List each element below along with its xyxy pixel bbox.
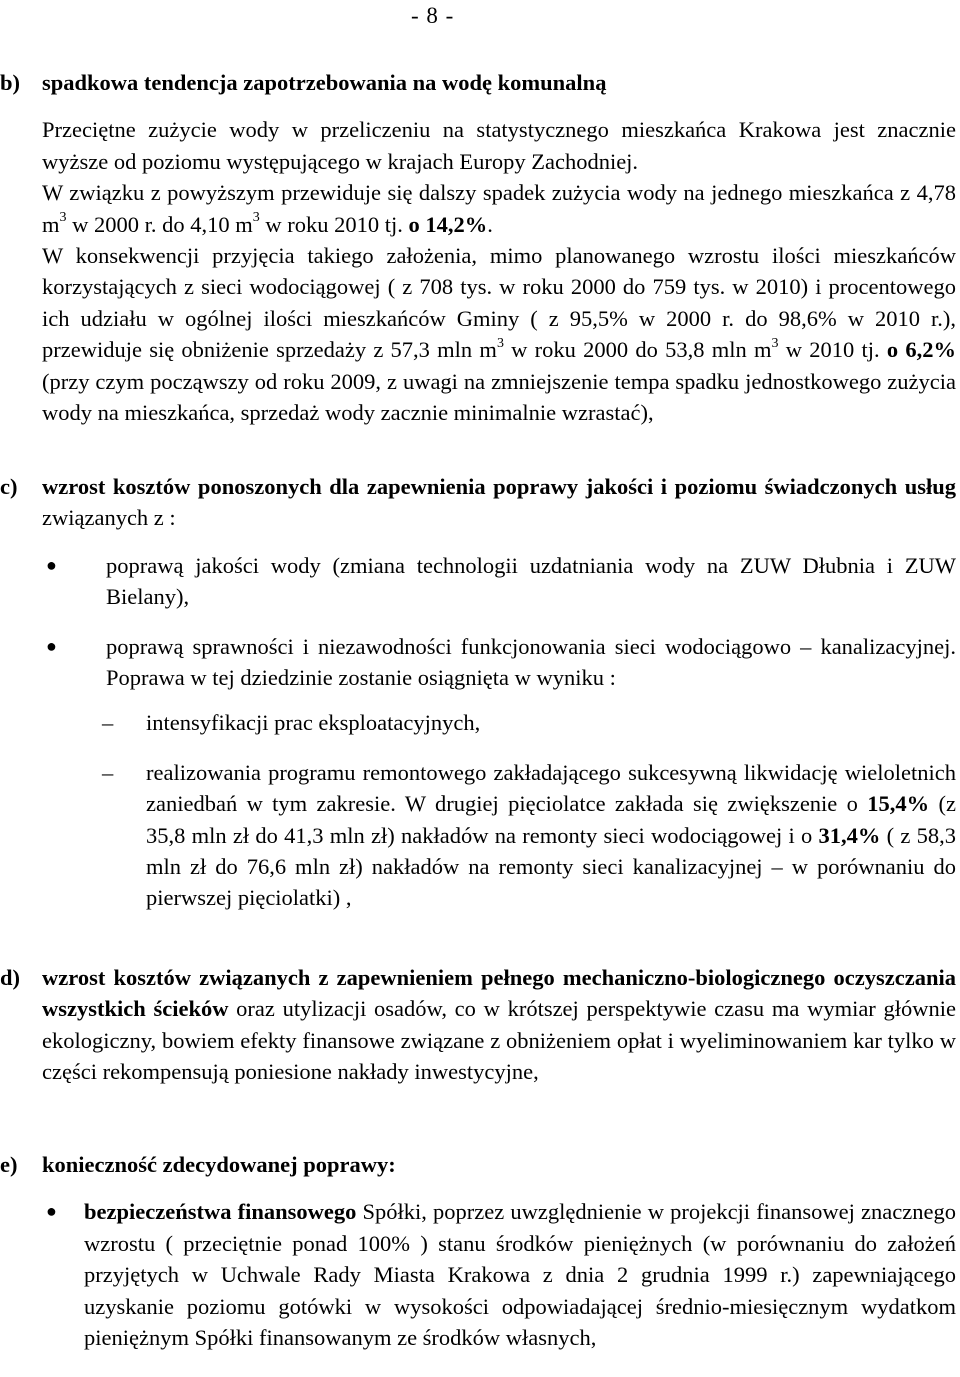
- dash-icon: –: [102, 710, 114, 736]
- page-number: - 8 -: [411, 3, 455, 28]
- section-e-body: [42, 1149, 956, 1353]
- bullet-dot-icon: ●: [46, 554, 57, 575]
- section-d-body: [42, 962, 956, 1088]
- section-e-bullets: [42, 1196, 956, 1353]
- section-b-paragraph-2: W związku z powyższym przewiduje się dalszy spadek zużycia wody na jednego mieszkańca z 4,78 $m^3$ w 2000 r. do 4,10 $m^3$ w roku 2010 tj. o 14,2%.: [42, 180, 956, 237]
- section-b-label: b): [0, 70, 21, 95]
- section-e: [0, 1149, 956, 1353]
- list-item: ● bezpieczeństwa finansowego Spółki, poprzez uwzględnienie w projekcji finansowej znacznego wzrostu ( przeciętnie ponad 100% ) stanu środków pieniężnych (w porównaniu do założeń przyjętych w Uchwale Rady Miasta Krakowa z dnia 2 grudnia 1999 r.) zapewniającego uzyskanie poziomu gotówki w wysokości odpowiadającej średnio-miesięcznym wydatkom pieniężnym Spółki finansowanym ze środków własnych,: [42, 1196, 956, 1353]
- list-item: – intensyfikacji prac eksploatacyjnych,: [42, 707, 956, 738]
- section-d-label: d): [0, 965, 21, 990]
- section-c: [0, 471, 956, 914]
- sales-decline-percent: o 6,2%: [886, 337, 956, 363]
- section-c-dash-list: [42, 707, 956, 913]
- section-b-title: spadkowa tendencja zapotrzebowania na wodę komunalną: [42, 70, 607, 95]
- section-d: [0, 962, 956, 1088]
- section-e-title: konieczność zdecydowanej poprawy:: [42, 1152, 396, 1177]
- section-b-paragraph-3: W konsekwencji przyjęcia takiego założenia, mimo planowanego wzrostu ilości mieszkańców korzystających z sieci wodociągowej ( z 708 tys. w roku 2000 do 759 tys. w 2010) i procentowego ich udziału w ogólnej ilości mieszkańców Gminy ( z 95,5% w 2000 r. do 98,6% w 2010 r.), przewiduje się obniżenie sprzedaży z 57,3 mln $m^3$ w roku 2000 do 53,8 mln $m^3$ w 2010 tj. o 6,2% (przy czym począwszy od roku 2009, z uwagi na zmniejszenie tempa spadku jednostkowego zużycia wody na mieszkańca, sprzedaż wody zacznie minimalnie wzrastać),: [42, 243, 956, 426]
- section-b-body: [42, 67, 956, 428]
- bullet-dot-icon: ●: [46, 1201, 57, 1222]
- list-item: ● poprawą jakości wody (zmiana technologii uzdatniania wody na ZUW Dłubnia i ZUW Bielany),: [42, 550, 956, 613]
- section-c-label: c): [0, 474, 18, 499]
- section-e-label: e): [0, 1152, 18, 1177]
- section-c-bullets: [42, 550, 956, 914]
- dash-icon: –: [102, 759, 114, 785]
- section-b-paragraph-1: Przeciętne zużycie wody w przeliczeniu na statystycznego mieszkańca Krakowa jest znacznie wyższe od poziomu występującego w krajach Europy Zachodniej.: [42, 117, 956, 174]
- decline-percent: o 14,2%: [408, 211, 488, 237]
- section-d-paragraph: wzrost kosztów związanych z zapewnieniem pełnego mechaniczno-biologicznego oczyszczania wszystkich ścieków oraz utylizacji osadów, co w krótszej perspektywie czasu ma wymiar głównie ekologiczny, bowiem efekty finansowe związane z obniżeniem opłat i wyeliminowaniem kar tylko w części rekompensują poniesione nakłady inwestycyjne,: [42, 965, 956, 1085]
- list-item: – realizowania programu remontowego zakładającego sukcesywną likwidację wieloletnich zaniedbań w tym zakresie. W drugiej pięciolatce zakłada się zwiększenie o 15,4% (z 35,8 mln zł do 41,3 mln zł) nakładów na remonty sieci wodociągowej i o 31,4% ( z 58,3 mln zł do 76,6 mln zł) nakładów na remonty sieci kanalizacyjnej – w porównaniu do pierwszej pięciolatki) ,: [42, 757, 956, 914]
- section-b: [0, 67, 956, 428]
- section-c-body: [42, 471, 956, 914]
- section-c-title: wzrost kosztów ponoszonych dla zapewnienia poprawy jakości i poziomu świadczonych usług związanych z :: [42, 474, 956, 531]
- bullet-dot-icon: ●: [46, 635, 57, 656]
- list-item: ● poprawą sprawności i niezawodności funkcjonowania sieci wodociągowo – kanalizacyjnej. Poprawa w tej dziedzinie zostanie osiągnięta w wyniku : – intensyfikacji prac eksploatacyjnych, – realizowania programu remontowego zakładającego sukcesywną likwidację wieloletnich zaniedbań w tym zakresie. W drugiej pięciolatce zakłada się zwiększenie o 15,4% (z 35,8 mln zł do 41,3 mln zł) nakładów na remonty sieci wodociągowej i o 31,4% ( z 58,3 mln zł do 76,6 mln zł) nakładów na remonty sieci kanalizacyjnej – w porównaniu do pierwszej pięciolatki) ,: [42, 631, 956, 914]
